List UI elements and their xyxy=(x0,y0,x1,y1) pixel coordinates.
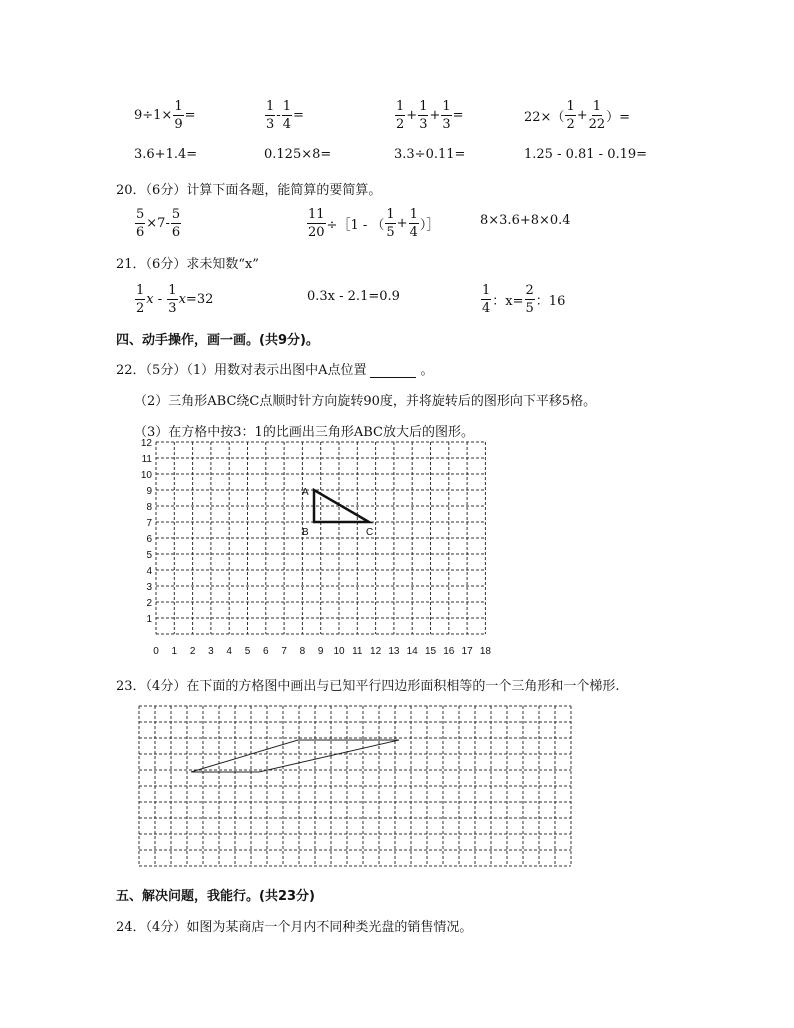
tick-label: 1 xyxy=(171,646,178,657)
grid-lines xyxy=(139,706,571,866)
tick-label: 5 xyxy=(146,550,152,561)
mental-item-4: 22×（ $\frac{1}{2}$ + $\frac{1}{22}$ ）= xyxy=(524,99,631,132)
fraction: $\frac{1}{2}$ xyxy=(136,283,145,316)
tick-label: 12 xyxy=(140,438,152,449)
fraction: $\frac{1}{9}$ xyxy=(174,99,183,132)
tick-label: 12 xyxy=(370,646,382,657)
mental-item-5: 3.6+1.4= xyxy=(134,147,198,162)
fraction: $\frac{5}{6}$ xyxy=(136,207,145,240)
tick-label: 16 xyxy=(443,646,455,657)
q22-line-2: （2）三角形ABC绕C点顺时针方向旋转90度，并将旋转后的图形向下平移5格。 xyxy=(134,394,597,409)
tick-label: 18 xyxy=(479,646,491,657)
fraction: $\frac{1}{3}$ xyxy=(168,283,177,316)
tick-label: 10 xyxy=(333,646,345,657)
tick-label: 17 xyxy=(461,646,473,657)
tick-label: 4 xyxy=(226,646,232,657)
mental-item-3: $\frac{1}{2}$ + $\frac{1}{3}$ + $\frac{1}{3}$ = xyxy=(396,99,464,132)
tick-label: 13 xyxy=(388,646,400,657)
q20-expr-1: $\frac{5}{6}$ ×7- $\frac{5}{6}$ xyxy=(136,207,181,240)
fraction: $\frac{11}{20}$ xyxy=(308,207,325,240)
tick-label: 0 xyxy=(153,646,159,657)
tick-label: 11 xyxy=(141,454,152,465)
square-grid xyxy=(135,702,585,874)
tick-label: 14 xyxy=(406,646,418,657)
answer-blank[interactable] xyxy=(370,365,416,378)
label-c: C xyxy=(366,527,374,538)
fraction: $\frac{1}{4}$ xyxy=(409,207,418,240)
tick-label: 6 xyxy=(146,534,152,545)
expr-text: = xyxy=(184,108,196,123)
fraction: $\frac{2}{5}$ xyxy=(525,283,534,316)
q21-expr-2: 0.3x - 2.1=0.9 xyxy=(307,289,400,304)
q24-title: 24．（4分）如图为某商店一个月内不同种类光盘的销售情况。 xyxy=(116,920,473,935)
fraction: $\frac{5}{6}$ xyxy=(171,207,181,240)
tick-label: 6 xyxy=(263,646,269,657)
q21-expr-1: $\frac{1}{2}$ x - $\frac{1}{3}$ x =32 xyxy=(136,283,214,316)
q20-title: 20．（6分）计算下面各题，能简算的要简算。 xyxy=(116,183,382,198)
fraction: $\frac{1}{22}$ xyxy=(588,99,606,132)
section-5-heading: 五、解决问题，我能行。(共23分) xyxy=(116,889,315,904)
tick-label: 10 xyxy=(140,470,152,481)
mental-item-1 xyxy=(134,100,196,131)
fraction: $\frac{1}{3}$ xyxy=(419,99,428,132)
fraction: $\frac{1}{3}$ xyxy=(266,99,275,132)
tick-label: 9 xyxy=(317,646,324,657)
label-a: A xyxy=(302,487,309,498)
mental-item-6: 0.125×8= xyxy=(264,147,332,162)
tick-label: 7 xyxy=(281,646,287,657)
tick-label: 2 xyxy=(189,646,196,657)
tick-label: 15 xyxy=(424,646,437,657)
tick-label: 3 xyxy=(146,582,152,593)
tick-label: 4 xyxy=(146,566,152,577)
q20-expr-2: $\frac{11}{20}$ ÷［1 - （ $\frac{1}{5}$ + $\frac{1}{4}$ ）］ xyxy=(308,207,440,240)
expr-text: 9÷1× xyxy=(134,108,173,123)
tick-label: 11 xyxy=(352,646,363,657)
fraction: $\frac{1}{2}$ xyxy=(396,99,405,132)
tick-label: 8 xyxy=(146,502,152,513)
tick-label: 8 xyxy=(299,646,306,657)
axis-ticks xyxy=(141,438,492,657)
mental-item-2: $\frac{1}{3}$ - $\frac{1}{4}$ = xyxy=(266,99,304,132)
q22-line-1: 22．（5分）（1）用数对表示出图中A点位置 。 xyxy=(116,363,434,378)
q23-title: 23．（4分）在下面的方格图中画出与已知平行四边形面积相等的一个三角形和一个梯形. xyxy=(116,679,620,694)
parallelogram xyxy=(191,740,399,772)
fraction: $\frac{1}{4}$ xyxy=(482,283,491,316)
label-b: B xyxy=(302,527,309,538)
fraction: $\frac{1}{5}$ xyxy=(386,207,395,240)
mental-item-8: 1.25 - 0.81 - 0.19= xyxy=(524,147,648,162)
q21-title: 21．（6分）求未知数“x” xyxy=(116,257,259,272)
fraction: $\frac{1}{3}$ xyxy=(442,99,451,132)
coordinate-grid xyxy=(130,438,500,662)
grid-lines xyxy=(156,442,485,634)
tick-label: 7 xyxy=(146,518,152,529)
mental-item-7: 3.3÷0.11= xyxy=(394,147,466,162)
fraction: $\frac{1}{2}$ xyxy=(566,99,575,132)
tick-label: 5 xyxy=(244,646,251,657)
tick-label: 2 xyxy=(146,598,152,609)
tick-label: 3 xyxy=(208,646,214,657)
tick-label: 9 xyxy=(146,486,152,497)
section-4-heading: 四、动手操作，画一画。(共9分)。 xyxy=(116,333,319,348)
q21-expr-3: $\frac{1}{4}$ ：x= $\frac{2}{5}$ ：16 xyxy=(482,283,566,316)
q22-line-3: （3）在方格中按3：1的比画出三角形ABC放大后的图形。 xyxy=(134,425,474,440)
fraction: $\frac{1}{4}$ xyxy=(282,99,291,132)
tick-label: 1 xyxy=(146,614,152,625)
q20-expr-3: 8×3.6+8×0.4 xyxy=(480,213,571,228)
